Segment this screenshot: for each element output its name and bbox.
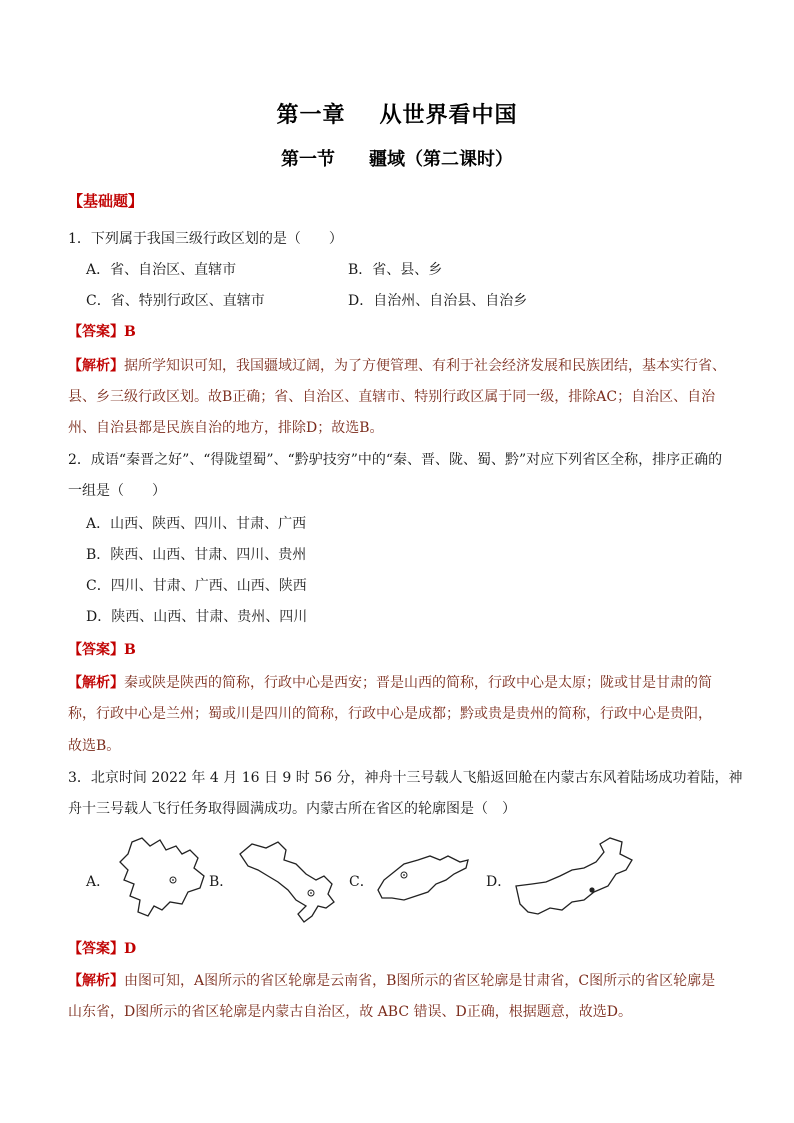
q3-analysis-line-1: 【解析】由图可知，A图所示的省区轮廓是云南省，B图所示的省区轮廓是甘肃省，C图所示的省区轮廓是 [68, 973, 716, 989]
q2-stem-line-2: 一组是（ ） [68, 483, 166, 499]
map-label-c: C． [349, 874, 374, 890]
answer-tag: 【答案】 [68, 941, 124, 957]
q3-analysis-line-2: 山东省，D图所示的省区轮廓是内蒙古自治区，故 ABC 错误、D正确，根据题意，故选D。 [68, 1004, 632, 1020]
q3-answer [68, 939, 136, 959]
q1-analysis-line-2: 县、乡三级行政区划。故B正确；省、自治区、直辖市、特别行政区属于同一级，排除AC；自治区、自治 [68, 389, 716, 405]
section-tag: 【基础题】 [68, 192, 144, 210]
answer-tag: 【答案】 [68, 642, 124, 658]
analysis-tag: 【解析】 [68, 358, 124, 374]
q2-option-c: C．四川、甘肃、广西、山西、陕西 [86, 578, 307, 594]
q2-analysis-line-3: 故选B。 [68, 738, 121, 754]
analysis-tag: 【解析】 [68, 675, 124, 691]
map-label-a: A． [86, 874, 111, 890]
map-inner-mongolia-outline [512, 834, 642, 926]
q3-stem-line-2: 舟十三号载人飞行任务取得圆满成功。内蒙古所在省区的轮廓图是（ ） [68, 801, 516, 817]
q1-answer [68, 322, 136, 342]
q1-stem: 1．下列属于我国三级行政区划的是（ ） [68, 231, 343, 247]
q2-analysis-line-1: 【解析】秦或陕是陕西的简称，行政中心是西安；晋是山西的简称，行政中心是太原；陇或甘是甘肃的简 [68, 675, 712, 691]
q2-analysis-line-2: 称，行政中心是兰州；蜀或川是四川的简称，行政中心是成都；黔或贵是贵州的简称，行政中心是贵阳， [68, 706, 712, 722]
q1-option-b: B．省、县、乡 [348, 262, 443, 278]
q2-option-a: A．山西、陕西、四川、甘肃、广西 [86, 516, 307, 532]
q1-option-d: D．自治州、自治县、自治乡 [348, 293, 528, 309]
answer-tag: 【答案】 [68, 324, 124, 340]
answer-value: B [124, 324, 136, 340]
section-title: 疆域（第二课时） [369, 149, 513, 170]
q1-option-a: A．省、自治区、直辖市 [86, 262, 237, 278]
q2-option-b: B．陕西、山西、甘肃、四川、贵州 [86, 547, 307, 563]
map-label-b: B． [209, 874, 234, 890]
section-heading [0, 145, 794, 171]
map-gansu-outline [234, 836, 346, 932]
q1-analysis-line-1: 【解析】据所学知识可知，我国疆域辽阔，为了方便管理、有利于社会经济发展和民族团结，基本实行省、 [68, 358, 726, 374]
analysis-tag: 【解析】 [68, 973, 124, 989]
answer-value: B [124, 642, 136, 658]
map-yunnan-outline [110, 832, 212, 924]
map-shandong-outline [374, 850, 474, 908]
chapter-title: 从世界看中国 [379, 103, 518, 128]
answer-value: D [124, 941, 137, 957]
map-label-d: D． [486, 874, 512, 890]
q1-option-c: C．省、特别行政区、直辖市 [86, 293, 265, 309]
chapter-heading [0, 98, 794, 129]
section-number: 第一节 [281, 149, 335, 170]
q1-analysis-line-3: 州、自治县都是民族自治的地方，排除D；故选B。 [68, 420, 384, 436]
chapter-number: 第一章 [276, 103, 346, 128]
q2-stem-line-1: 2．成语“秦晋之好”、“得陇望蜀”、“黔驴技穷”中的“秦、晋、陇、蜀、黔”对应下列省区全称，排序正确的 [68, 452, 723, 468]
q2-answer [68, 640, 136, 660]
q3-stem-line-1: 3．北京时间 2022 年 4 月 16 日 9 时 56 分，神舟十三号载人飞船返回舱在内蒙古东风着陆场成功着陆，神 [68, 770, 743, 786]
q2-option-d: D．陕西、山西、甘肃、贵州、四川 [86, 609, 308, 625]
